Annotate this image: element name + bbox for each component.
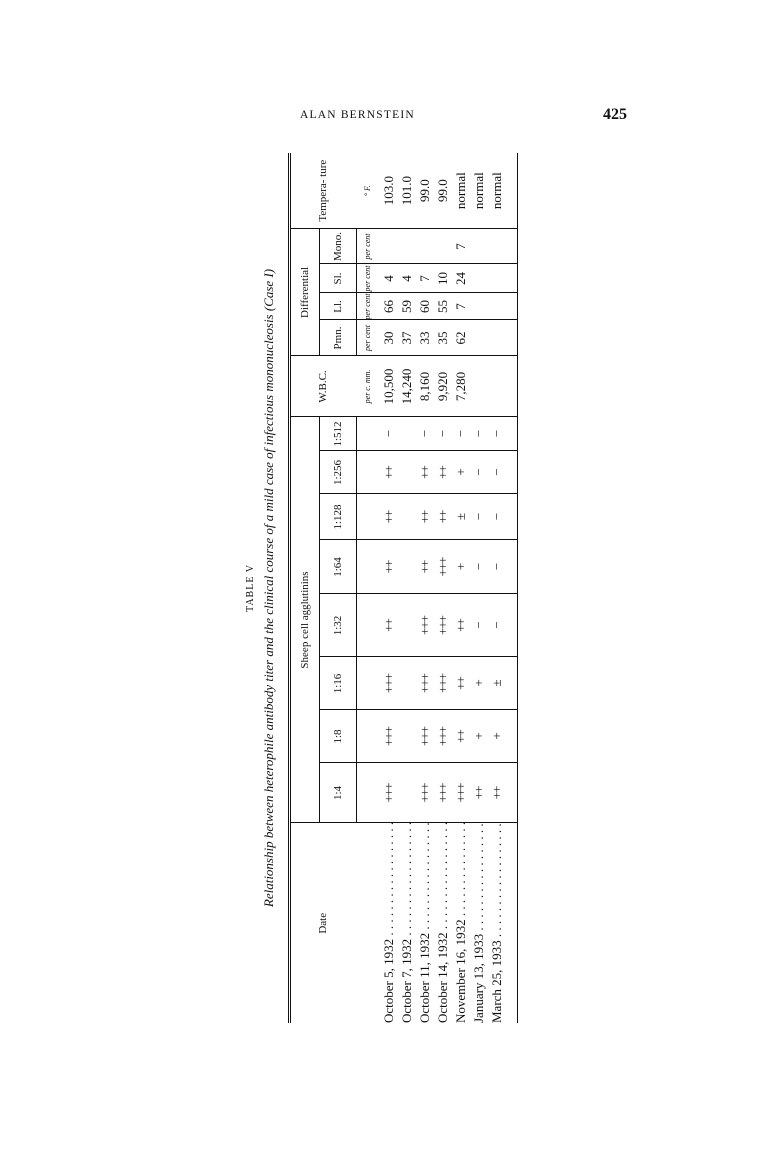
cell-temp: 99.0 (415, 153, 433, 229)
cell-titer-1-512: − (379, 417, 397, 451)
unit-pmn: per cent (357, 320, 380, 356)
cell-titer-1-32 (397, 594, 415, 657)
cell-titer-1-4: ++ (469, 763, 487, 823)
cell-date: October 5, 1932 . . . (379, 823, 397, 1023)
cell-titer-1-8: + (487, 710, 505, 763)
table-label: TABLE V (245, 564, 256, 612)
header-dilution: 1:16 (320, 657, 357, 710)
cell-titer-1-8: +++ (415, 710, 433, 763)
cell-date: January 13, 1933 . . . (469, 823, 487, 1023)
table-title: Relationship between heterophile antibody titer and the clinical course of a mild case of infectious mononucleosis (Case I) (261, 268, 276, 908)
cell-titer-1-128: − (487, 494, 505, 540)
cell-ll: 55 (433, 293, 451, 320)
cell-titer-1-64: ++ (379, 540, 397, 594)
cell-date: October 14, 1932 . . . (433, 823, 451, 1023)
header-differential: Differential (290, 229, 320, 356)
header-dilution: 1:64 (320, 540, 357, 594)
cell-titer-1-256: + (451, 451, 469, 494)
cell-pmn: 30 (379, 320, 397, 356)
header-date: Date (317, 912, 330, 934)
header-differential-col: Sl. (320, 264, 357, 293)
cell-sl (469, 264, 487, 293)
cell-ll (487, 293, 505, 320)
cell-titer-1-128: − (469, 494, 487, 540)
unit-sl: per cent (357, 264, 380, 293)
rotated-table-block (244, 153, 636, 1023)
cell-titer-1-64: − (487, 540, 505, 594)
cell-titer-1-4: +++ (415, 763, 433, 823)
cell-date: October 11, 1932 . . . (415, 823, 433, 1023)
cell-titer-1-8: + (469, 710, 487, 763)
cell-titer-1-256: ++ (433, 451, 451, 494)
running-head-author: ALAN BERNSTEIN (300, 109, 415, 121)
unit-mono: per cent (357, 229, 380, 264)
cell-titer-1-512: − (451, 417, 469, 451)
cell-titer-1-256: ++ (415, 451, 433, 494)
cell-pmn: 62 (451, 320, 469, 356)
cell-titer-1-8: ++ (451, 710, 469, 763)
cell-date: March 25, 1933 . . . (487, 823, 505, 1023)
table-row (397, 153, 415, 1023)
cell-pmn (487, 320, 505, 356)
cell-sl: 10 (433, 264, 451, 293)
header-dilution: 1:128 (320, 494, 357, 540)
cell-titer-1-16: +++ (379, 657, 397, 710)
table-row (415, 153, 433, 1023)
cell-titer-1-256: − (469, 451, 487, 494)
cell-titer-1-8 (397, 710, 415, 763)
cell-titer-1-512: − (469, 417, 487, 451)
cell-date: October 7, 1932 . . . (397, 823, 415, 1023)
cell-ll: 59 (397, 293, 415, 320)
cell-titer-1-64: + (451, 540, 469, 594)
cell-titer-1-8: +++ (433, 710, 451, 763)
table-caption (244, 153, 286, 1023)
cell-temp: normal (487, 153, 505, 229)
cell-sl (487, 264, 505, 293)
cell-ll: 7 (451, 293, 469, 320)
cell-mono (469, 229, 487, 264)
cell-temp: 101.0 (397, 153, 415, 229)
header-differential-col: Mono. (320, 229, 357, 264)
cell-titer-1-4: +++ (433, 763, 451, 823)
header-sheep-cell-agglutinins: Sheep cell agglutinins (290, 417, 320, 823)
cell-titer-1-16: ++ (451, 657, 469, 710)
cell-titer-1-32: − (469, 594, 487, 657)
cell-titer-1-16: ± (487, 657, 505, 710)
cell-titer-1-128: ++ (379, 494, 397, 540)
cell-titer-1-32: ++ (379, 594, 397, 657)
header-differential-col: Ll. (320, 293, 357, 320)
cell-mono (397, 229, 415, 264)
header-temperature: Tempera- ture (290, 153, 357, 229)
cell-temp: normal (469, 153, 487, 229)
table-row (433, 153, 451, 1023)
cell-wbc (469, 356, 487, 417)
cell-titer-1-32: − (487, 594, 505, 657)
cell-titer-1-256: ++ (379, 451, 397, 494)
cell-sl: 24 (451, 264, 469, 293)
unit-wbc: per c. mm. (357, 356, 380, 417)
cell-pmn (469, 320, 487, 356)
cell-titer-1-64 (397, 540, 415, 594)
cell-sl: 4 (397, 264, 415, 293)
cell-wbc (487, 356, 505, 417)
header-wbc: W.B.C. (290, 356, 357, 417)
table-row (379, 153, 397, 1023)
running-head (0, 106, 767, 129)
cell-mono (379, 229, 397, 264)
cell-wbc: 7,280 (451, 356, 469, 417)
cell-titer-1-32: ++ (451, 594, 469, 657)
cell-pmn: 37 (397, 320, 415, 356)
cell-titer-1-256: − (487, 451, 505, 494)
cell-temp: normal (451, 153, 469, 229)
header-dilution: 1:256 (320, 451, 357, 494)
cell-date: November 16, 1932 . . . (451, 823, 469, 1023)
cell-wbc: 10,500 (379, 356, 397, 417)
cell-titer-1-256 (397, 451, 415, 494)
page-number: 425 (603, 106, 627, 123)
table-row (451, 153, 469, 1023)
cell-sl: 7 (415, 264, 433, 293)
unit-temp: ° F. (357, 153, 380, 229)
cell-titer-1-512: − (433, 417, 451, 451)
cell-titer-1-4: +++ (451, 763, 469, 823)
cell-titer-1-512 (397, 417, 415, 451)
cell-wbc: 8,160 (415, 356, 433, 417)
cell-titer-1-512: − (487, 417, 505, 451)
cell-temp: 103.0 (379, 153, 397, 229)
cell-titer-1-32: +++ (433, 594, 451, 657)
table-row (469, 153, 487, 1023)
cell-titer-1-512: − (415, 417, 433, 451)
unit-ll: per cent (357, 293, 380, 320)
data-table (288, 153, 518, 1023)
cell-titer-1-128: ± (451, 494, 469, 540)
cell-ll (469, 293, 487, 320)
header-dilution: 1:8 (320, 710, 357, 763)
cell-mono (415, 229, 433, 264)
header-dilution: 1:4 (320, 763, 357, 823)
cell-mono: 7 (451, 229, 469, 264)
cell-titer-1-16 (397, 657, 415, 710)
cell-titer-1-4 (397, 763, 415, 823)
cell-sl: 4 (379, 264, 397, 293)
cell-titer-1-64: ++ (415, 540, 433, 594)
cell-pmn: 35 (433, 320, 451, 356)
cell-temp: 99.0 (433, 153, 451, 229)
cell-pmn: 33 (415, 320, 433, 356)
cell-titer-1-32: +++ (415, 594, 433, 657)
cell-ll: 60 (415, 293, 433, 320)
cell-ll: 66 (379, 293, 397, 320)
cell-titer-1-64: +++ (433, 540, 451, 594)
header-dilution: 1:32 (320, 594, 357, 657)
cell-mono (433, 229, 451, 264)
table-bottom-padding (505, 153, 518, 1023)
cell-mono (487, 229, 505, 264)
cell-titer-1-64: − (469, 540, 487, 594)
cell-titer-1-128: ++ (415, 494, 433, 540)
table-row (487, 153, 505, 1023)
cell-titer-1-8: +++ (379, 710, 397, 763)
cell-wbc: 14,240 (397, 356, 415, 417)
cell-wbc: 9,920 (433, 356, 451, 417)
cell-titer-1-16: +++ (433, 657, 451, 710)
cell-titer-1-16: +++ (415, 657, 433, 710)
units-row (357, 153, 380, 1023)
cell-titer-1-4: ++ (487, 763, 505, 823)
cell-titer-1-128: ++ (433, 494, 451, 540)
cell-titer-1-128 (397, 494, 415, 540)
cell-titer-1-16: + (469, 657, 487, 710)
header-differential-col: Pmn. (320, 320, 357, 356)
header-dilution: 1:512 (320, 417, 357, 451)
cell-titer-1-4: +++ (379, 763, 397, 823)
